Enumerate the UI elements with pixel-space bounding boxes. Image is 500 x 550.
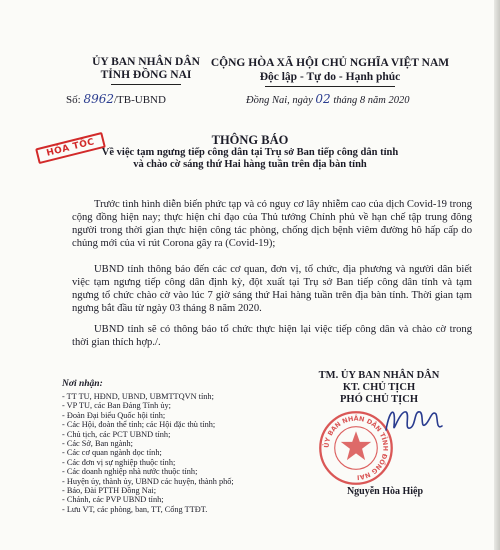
date-day-handwritten: 02 (315, 92, 331, 106)
recipient-item: - VP TU, các Ban Đảng Tỉnh ủy; (62, 401, 171, 411)
date-line (246, 92, 409, 106)
agency-line-2: TỈNH ĐỒNG NAI (100, 69, 192, 81)
date-suffix: tháng 8 năm 2020 (333, 95, 410, 106)
recipient-item: - Các cơ quan ngành dọc tỉnh; (62, 448, 162, 458)
sig-line-1: TM. ỦY BAN NHÂN DÂN (318, 370, 440, 381)
handwritten-signature-icon (380, 400, 450, 440)
document-number (66, 92, 166, 106)
subject-line-1: Về việc tạm ngưng tiếp công dân tại Trụ sở Ban tiếp công dân tỉnh (101, 147, 399, 158)
recipient-item: - Lưu VT, các phòng, ban, TT, Cổng TTĐT. (62, 504, 208, 514)
motto-underline (265, 86, 395, 87)
signer-name: Nguyễn Hòa Hiệp (346, 486, 424, 497)
recipients-list (62, 392, 292, 514)
sig-line-3: PHÓ CHỦ TỊCH (340, 394, 418, 405)
document-title: THÔNG BÁO (211, 133, 289, 147)
recipient-item: - Các Hội, đoàn thể tỉnh; các Hội đặc thù tỉnh; (62, 420, 216, 430)
nation-name: CỘNG HÒA XÃ HỘI CHỦ NGHĨA VIỆT NAM (210, 57, 450, 69)
doc-no-suffix: /TB-UBND (113, 94, 166, 106)
agency-underline (111, 84, 181, 85)
national-motto: Độc lập - Tự do - Hạnh phúc (259, 71, 401, 83)
agency-line-1: ỦY BAN NHÂN DÂN (92, 56, 200, 68)
urgent-stamp: HỎA TỐC (35, 132, 106, 164)
subject-line-2: và chào cờ sáng thứ Hai hàng tuần trên địa bàn tỉnh (133, 159, 367, 170)
doc-no-prefix: Số: (66, 94, 81, 106)
document-subject (70, 147, 430, 171)
page-edge-shadow (494, 0, 500, 550)
recipient-item: - Các doanh nghiệp nhà nước thuộc tỉnh; (62, 467, 198, 477)
recipient-item: - Các Sở, Ban ngành; (62, 439, 133, 449)
body-paragraph-1: Trước tình hình diễn biến phức tạp và có nguy cơ lây nhiễm cao của dịch Covid-19 trong cộng đồng hiện nay; thực hiện chỉ đạo của Thủ tướng Chính phủ về hạn chế tập trung đông người trong thời gian thực hiện công tác phòng, chống dịch bệnh viêm đường hô hấp cấp do chủng mới của vi rút Corona gây ra (Covid-19); (72, 199, 472, 249)
national-header (200, 56, 460, 87)
sig-line-2: KT. CHỦ TỊCH (342, 382, 416, 393)
seal-text: ỦY BAN NHÂN DÂN TỈNH ĐỒNG NAI (322, 414, 390, 482)
recipient-item: - Đoàn Đại biểu Quốc hội tỉnh; (62, 410, 166, 420)
recipient-item: - Chánh, các PVP UBND tỉnh; (62, 495, 164, 505)
doc-no-handwritten: 8962 (83, 92, 114, 106)
body-paragraph-2: UBND tỉnh thông báo đến các cơ quan, đơn vị, tổ chức, địa phương và người dân biết việc tạm ngưng tiếp công dân định kỳ, đột xuất tại Trụ sở Ban tiếp công dân tỉnh và tạm ngưng tổ chức chào cờ vào lúc 7 giờ sáng thứ Hai hàng tuần trên địa bàn tỉnh. Thời gian tạm ngưng bắt đầu từ ngày 03 tháng 8 năm 2020. (72, 264, 472, 314)
recipient-item: - Các đơn vị sự nghiệp thuộc tỉnh; (62, 457, 176, 467)
body-paragraph-3: UBND tỉnh sẽ có thông báo tổ chức thực hiện lại việc tiếp công dân và chào cờ trong thời gian thích hợp./. (72, 324, 472, 348)
recipient-item: - TT TU, HĐND, UBND, UBMTTQVN tỉnh; (62, 392, 214, 401)
date-prefix: Đồng Nai, ngày (246, 95, 313, 106)
recipient-item: - Huyện ủy, thành ủy, UBND các huyện, thành phố; (62, 476, 234, 486)
recipients-title: Nơi nhận: (62, 379, 103, 389)
recipient-item: - Báo, Đài PTTH Đồng Nai; (62, 486, 157, 496)
recipient-item: - Chủ tịch, các PCT UBND tỉnh; (62, 429, 171, 439)
